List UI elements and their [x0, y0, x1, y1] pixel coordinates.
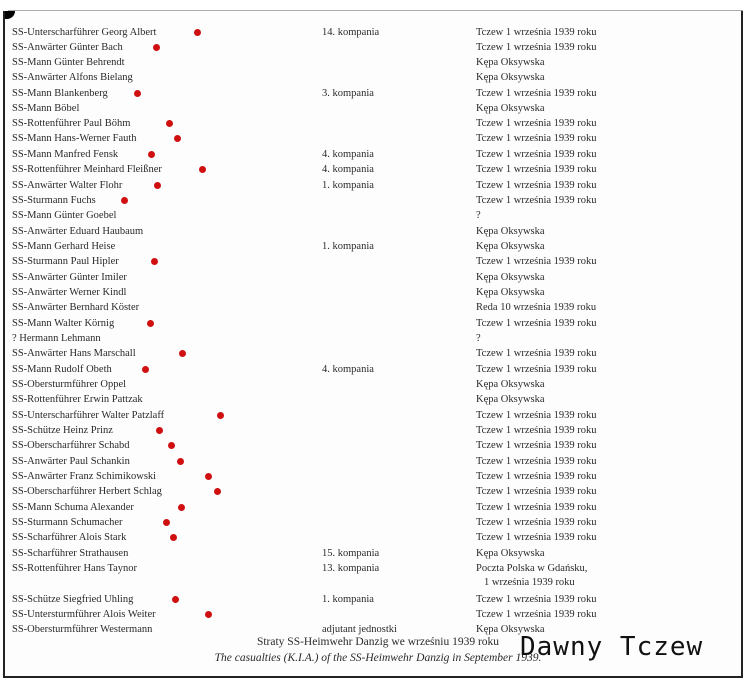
- place-date: Tczew 1 września 1939 roku: [476, 425, 597, 436]
- red-dot-marker: [177, 458, 184, 465]
- red-dot-marker: [174, 135, 181, 142]
- place-date: Tczew 1 września 1939 roku: [476, 410, 597, 421]
- watermark-logo: Dawny Tczew: [520, 632, 704, 662]
- place-date: Kępa Oksywska: [476, 624, 545, 635]
- person-name: SS-Untersturmführer Alois Weiter: [12, 609, 156, 620]
- red-dot-marker: [151, 258, 158, 265]
- red-dot-marker: [199, 166, 206, 173]
- list-item: [0, 592, 740, 607]
- place-date: Tczew 1 września 1939 roku: [476, 133, 597, 144]
- caption-polish: Straty SS-Heimwehr Danzig we wrześniu 1939 roku: [256, 636, 500, 648]
- place-date: Tczew 1 września 1939 roku: [476, 149, 597, 160]
- place-date: Kępa Oksywska: [476, 72, 545, 83]
- list-item: [0, 331, 740, 346]
- person-name: ? Hermann Lehmann: [12, 333, 101, 344]
- person-name: SS-Sturmann Fuchs: [12, 195, 96, 206]
- place-date: Tczew 1 września 1939 roku: [476, 27, 597, 38]
- unit-label: 1. kompania: [322, 241, 374, 252]
- person-name: SS-Schütze Heinz Prinz: [12, 425, 113, 436]
- unit-label: 4. kompania: [322, 364, 374, 375]
- place-date: ?: [476, 210, 481, 221]
- unit-label: 1. kompania: [322, 180, 374, 191]
- person-name: SS-Schütze Siegfried Uhling: [12, 594, 134, 605]
- place-date: Tczew 1 września 1939 roku: [476, 486, 597, 497]
- red-dot-marker: [217, 412, 224, 419]
- caption-english: The casualties (K.I.A.) of the SS-Heimwehr Danzig in September 1939.: [214, 652, 542, 664]
- place-date: Kępa Oksywska: [476, 272, 545, 283]
- red-dot-marker: [194, 29, 201, 36]
- list-item: [0, 70, 740, 85]
- list-item: [0, 254, 740, 269]
- person-name: SS-Anwärter Günter Bach: [12, 42, 123, 53]
- list-item: [0, 86, 740, 101]
- red-dot-marker: [172, 596, 179, 603]
- place-date: Tczew 1 września 1939 roku: [476, 195, 597, 206]
- person-name: SS-Scharführer Strathausen: [12, 548, 129, 559]
- list-item: [0, 546, 740, 561]
- list-item: [0, 116, 740, 131]
- place-date: Tczew 1 września 1939 roku: [476, 609, 597, 620]
- list-item: [0, 40, 740, 55]
- person-name: SS-Anwärter Günter Imiler: [12, 272, 127, 283]
- list-item: [0, 607, 740, 622]
- place-date: Tczew 1 września 1939 roku: [476, 42, 597, 53]
- person-name: SS-Mann Rudolf Obeth: [12, 364, 112, 375]
- place-date: Kępa Oksywska: [476, 103, 545, 114]
- red-dot-marker: [148, 151, 155, 158]
- list-item: [0, 224, 740, 239]
- red-dot-marker: [168, 442, 175, 449]
- person-name: SS-Anwärter Eduard Haubaum: [12, 226, 144, 237]
- place-date: Kępa Oksywska: [476, 379, 545, 390]
- unit-label: 4. kompania: [322, 164, 374, 175]
- list-item: [0, 147, 740, 162]
- person-name: SS-Mann Walter Körnig: [12, 318, 115, 329]
- unit-label: 4. kompania: [322, 149, 374, 160]
- red-dot-marker: [121, 197, 128, 204]
- person-name: SS-Mann Böbel: [12, 103, 80, 114]
- red-dot-marker: [163, 519, 170, 526]
- place-date: Tczew 1 września 1939 roku: [476, 318, 597, 329]
- list-item: [0, 438, 740, 453]
- place-date: Tczew 1 września 1939 roku: [476, 440, 597, 451]
- place-date: Tczew 1 września 1939 roku: [476, 502, 597, 513]
- place-date: Poczta Polska w Gdańsku,: [476, 563, 588, 574]
- place-date: Kępa Oksywska: [476, 57, 545, 68]
- list-item: [0, 408, 740, 423]
- red-dot-marker: [179, 350, 186, 357]
- list-item: [0, 346, 740, 361]
- unit-label: 3. kompania: [322, 88, 374, 99]
- list-item: [0, 469, 740, 484]
- place-date: Reda 10 września 1939 roku: [476, 302, 597, 313]
- place-date: Tczew 1 września 1939 roku: [476, 180, 597, 191]
- list-item: [0, 454, 740, 469]
- place-date: Tczew 1 września 1939 roku: [476, 471, 597, 482]
- list-item: [0, 300, 740, 315]
- person-name: SS-Obersturmführer Oppel: [12, 379, 127, 390]
- red-dot-marker: [178, 504, 185, 511]
- list-item: [0, 239, 740, 254]
- place-date: Tczew 1 września 1939 roku: [476, 88, 597, 99]
- list-item: [0, 377, 740, 392]
- person-name: SS-Oberscharführer Schabd: [12, 440, 130, 451]
- red-dot-marker: [156, 427, 163, 434]
- person-name: SS-Anwärter Hans Marschall: [12, 348, 136, 359]
- list-item: [0, 561, 740, 588]
- person-name: SS-Anwärter Alfons Bielang: [12, 72, 133, 83]
- list-item: [0, 55, 740, 70]
- red-dot-marker: [134, 90, 141, 97]
- person-name: SS-Unterscharführer Georg Albert: [12, 27, 157, 38]
- list-item: [0, 162, 740, 177]
- unit-label: 15. kompania: [322, 548, 380, 559]
- place-date: Tczew 1 września 1939 roku: [476, 532, 597, 543]
- person-name: SS-Sturmann Schumacher: [12, 517, 123, 528]
- person-name: SS-Anwärter Bernhard Köster: [12, 302, 140, 313]
- place-date: Kępa Oksywska: [476, 241, 545, 252]
- person-name: SS-Obersturmführer Westermann: [12, 624, 153, 635]
- list-item: [0, 131, 740, 146]
- place-date: Tczew 1 września 1939 roku: [476, 364, 597, 375]
- place-date: Tczew 1 września 1939 roku: [476, 456, 597, 467]
- list-item: [0, 530, 740, 545]
- place-date: Kępa Oksywska: [476, 548, 545, 559]
- list-item: [0, 25, 740, 40]
- person-name: SS-Mann Hans-Werner Fauth: [12, 133, 137, 144]
- place-date: Tczew 1 września 1939 roku: [476, 118, 597, 129]
- unit-label: 1. kompania: [322, 594, 374, 605]
- person-name: SS-Unterscharführer Walter Patzlaff: [12, 410, 165, 421]
- person-name: SS-Anwärter Franz Schimikowski: [12, 471, 157, 482]
- unit-label: 13. kompania: [322, 563, 380, 574]
- list-item: [0, 423, 740, 438]
- list-item: [0, 101, 740, 116]
- list-item: [0, 178, 740, 193]
- person-name: SS-Anwärter Paul Schankin: [12, 456, 130, 467]
- place-date: Tczew 1 września 1939 roku: [476, 594, 597, 605]
- person-name: SS-Anwärter Werner Kindl: [12, 287, 127, 298]
- person-name: SS-Mann Günter Goebel: [12, 210, 117, 221]
- place-date-continued: 1 września 1939 roku: [484, 577, 575, 588]
- list-item: [0, 208, 740, 223]
- list-item: [0, 392, 740, 407]
- person-name: SS-Mann Schuma Alexander: [12, 502, 134, 513]
- red-dot-marker: [205, 473, 212, 480]
- person-name: SS-Mann Manfred Fensk: [12, 149, 119, 160]
- red-dot-marker: [166, 120, 173, 127]
- list-item: [0, 316, 740, 331]
- unit-label: 14. kompania: [322, 27, 380, 38]
- place-date: Tczew 1 września 1939 roku: [476, 348, 597, 359]
- red-dot-marker: [154, 182, 161, 189]
- red-dot-marker: [214, 488, 221, 495]
- list-item: [0, 500, 740, 515]
- place-date: Tczew 1 września 1939 roku: [476, 164, 597, 175]
- list-item: [0, 362, 740, 377]
- person-name: SS-Scharführer Alois Stark: [12, 532, 127, 543]
- place-date: Kępa Oksywska: [476, 226, 545, 237]
- list-item: [0, 484, 740, 499]
- person-name: SS-Mann Blankenberg: [12, 88, 108, 99]
- person-name: SS-Mann Günter Behrendt: [12, 57, 125, 68]
- person-name: SS-Rottenführer Hans Taynor: [12, 563, 138, 574]
- red-dot-marker: [153, 44, 160, 51]
- place-date: Kępa Oksywska: [476, 287, 545, 298]
- place-date: Kępa Oksywska: [476, 394, 545, 405]
- list-item: [0, 193, 740, 208]
- red-dot-marker: [170, 534, 177, 541]
- list-item: [0, 515, 740, 530]
- person-name: SS-Rottenführer Paul Böhm: [12, 118, 131, 129]
- person-name: SS-Rottenführer Meinhard Fleißner: [12, 164, 162, 175]
- red-dot-marker: [205, 611, 212, 618]
- list-item: [0, 270, 740, 285]
- person-name: SS-Sturmann Paul Hipler: [12, 256, 119, 267]
- place-date: ?: [476, 333, 481, 344]
- place-date: Tczew 1 września 1939 roku: [476, 517, 597, 528]
- list-item: [0, 285, 740, 300]
- person-name: SS-Oberscharführer Herbert Schlag: [12, 486, 162, 497]
- person-name: SS-Rottenführer Erwin Pattzak: [12, 394, 143, 405]
- person-name: SS-Anwärter Walter Flohr: [12, 180, 123, 191]
- red-dot-marker: [142, 366, 149, 373]
- place-date: Tczew 1 września 1939 roku: [476, 256, 597, 267]
- red-dot-marker: [147, 320, 154, 327]
- person-name: SS-Mann Gerhard Heise: [12, 241, 116, 252]
- unit-label: adjutant jednostki: [322, 624, 397, 635]
